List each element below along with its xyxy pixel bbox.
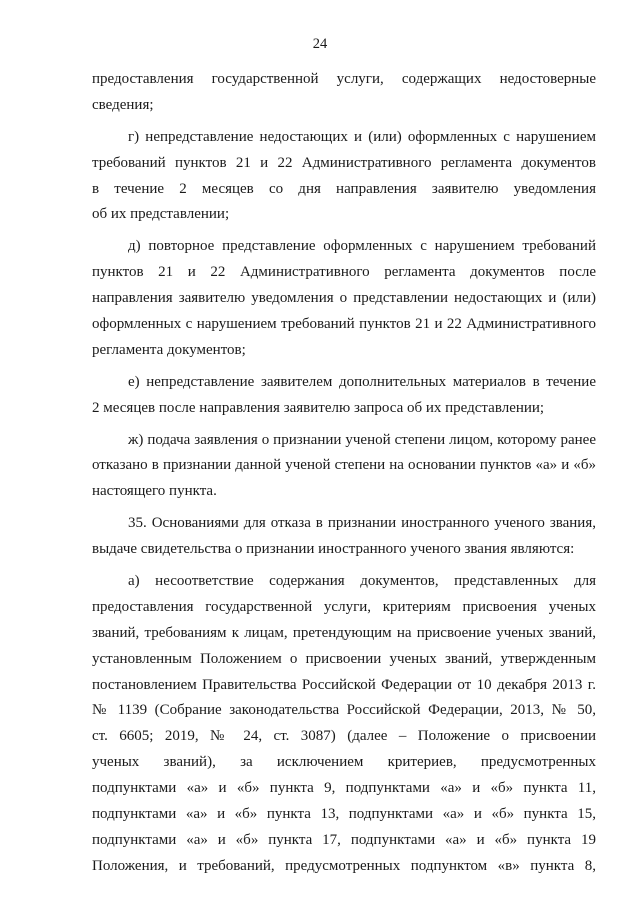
text-line: подпунктами «а» и «б» пункта 17, подпунктами «а» и «б» пункта 19 xyxy=(92,831,596,848)
text-line: пунктов 21 и 22 Административного регламента документов после xyxy=(92,264,596,281)
text-line: ученых званий), за исключением критериев, предусмотренных xyxy=(92,754,596,771)
text-line: подпунктами «а» и «б» пункта 13, подпунктами «а» и «б» пункта 15, xyxy=(92,806,596,823)
text-line: установленным Положением о присвоении ученых званий, утвержденным xyxy=(92,650,596,667)
text-line: предоставления государственной услуги, критериям присвоения ученых xyxy=(92,598,596,615)
text-line: регламента документов; xyxy=(92,341,246,358)
text-line: выдаче свидетельства о признании иностранного ученого звания являются: xyxy=(92,541,575,558)
text-line: настоящего пункта. xyxy=(92,483,217,500)
text-line: Положения, и требований, предусмотренных подпунктом «в» пункта 8, xyxy=(92,857,596,874)
text-line: оформленных с нарушением требований пунктов 21 и 22 Административного xyxy=(92,316,596,333)
text-line: в течение 2 месяцев со дня направления заявителю уведомления xyxy=(92,180,596,197)
text-line: званий, требованиям к лицам, претендующим на присвоение ученых званий, xyxy=(92,624,596,641)
text-line: № 1139 (Собрание законодательства Российской Федерации, 2013, № 50, xyxy=(92,702,596,719)
document-body xyxy=(92,67,596,880)
text-line: требований пунктов 21 и 22 Административного регламента документов xyxy=(92,154,596,171)
text-line: предоставления государственной услуги, содержащих недостоверные xyxy=(92,71,596,87)
text-line: 2 месяцев после направления заявителю запроса об их представлении; xyxy=(92,399,545,416)
text-line: г) непредставление недостающих и (или) оформленных с нарушением xyxy=(128,128,596,145)
text-line: постановлением Правительства Российской Федерации от 10 декабря 2013 г. xyxy=(92,676,596,693)
text-line: отказано в признании данной ученой степени на основании пунктов «а» и «б» xyxy=(92,457,596,474)
text-line: е) непредставление заявителем дополнительных материалов в течение xyxy=(128,373,596,390)
text-line: ст. 6605; 2019, № 24, ст. 3087) (далее – Положение о присвоении xyxy=(92,728,596,745)
page-number: 24 xyxy=(312,36,328,52)
text-line: подпунктами «а» и «б» пункта 9, подпунктами «а» и «б» пункта 11, xyxy=(92,780,596,797)
text-line: ж) подача заявления о признании ученой степени лицом, которому ранее xyxy=(128,431,596,448)
text-line: 35. Основаниями для отказа в признании иностранного ученого звания, xyxy=(128,515,596,532)
text-line: а) несоответствие содержания документов, представленных для xyxy=(128,573,596,590)
text-line: об их представлении; xyxy=(92,206,230,223)
text-line: д) повторное представление оформленных с нарушением требований xyxy=(128,238,596,255)
text-line: сведения; xyxy=(92,96,154,113)
text-line: направления заявителю уведомления о представлении недостающих и (или) xyxy=(92,290,596,307)
